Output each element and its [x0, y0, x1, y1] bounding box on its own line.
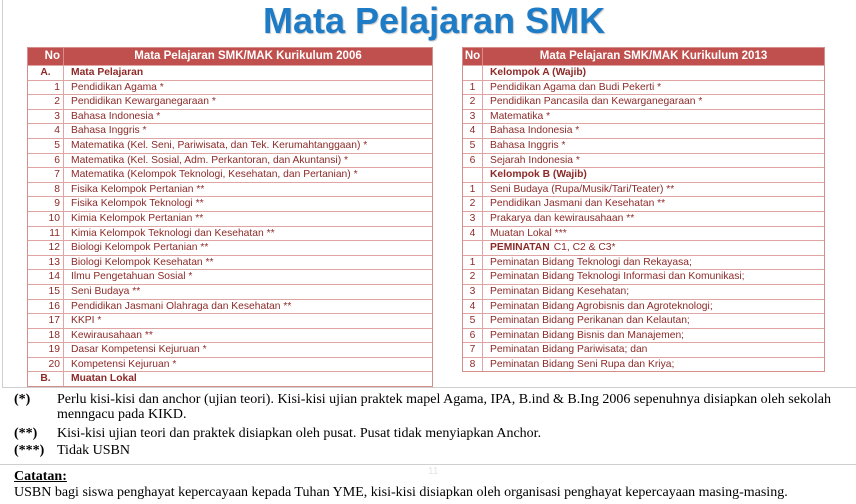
table-kurikulum-2013 — [462, 47, 825, 372]
table-row — [463, 299, 824, 314]
row-subject: Biologi Kelompok Kesehatan ** — [71, 256, 214, 268]
row-number: 13 — [28, 256, 64, 270]
row-number: 5 — [463, 314, 483, 328]
row-subject: Peminatan Bidang Perikanan dan Kelautan; — [490, 315, 690, 327]
row-number: 6 — [463, 154, 483, 168]
table-row — [28, 269, 432, 284]
section-row — [463, 240, 824, 255]
header-subject: Mata Pelajaran SMK/MAK Kurikulum 2006 — [134, 50, 362, 62]
row-number: 1 — [463, 183, 483, 197]
row-number: 1 — [463, 256, 483, 270]
row-subject: Peminatan Bidang Kesehatan; — [490, 285, 630, 297]
table-row — [463, 357, 824, 372]
table-row — [463, 138, 824, 153]
row-subject: Matematika (Kel. Seni, Pariwisata, dan Tek. Kerumahtanggaan) * — [71, 139, 368, 151]
row-subject: Peminatan Bidang Teknologi Informasi dan Komunikasi; — [490, 271, 745, 283]
header-no: No — [28, 48, 64, 65]
row-subject: Matematika (Kel. Sosial, Adm. Perkantoran, dan Akuntansi) * — [71, 154, 349, 166]
row-subject: Pendidikan Jasmani dan Kesehatan ** — [490, 198, 666, 210]
row-number: 2 — [28, 95, 64, 109]
table-row — [28, 226, 432, 241]
row-number: 6 — [463, 329, 483, 343]
row-number: 17 — [28, 314, 64, 328]
row-subject: Muatan Lokal *** — [490, 227, 567, 239]
note-marker: (*) — [14, 392, 31, 407]
row-subject: Kelompok A (Wajib) — [490, 67, 587, 78]
row-subject: Matematika * — [490, 110, 551, 122]
table-row — [28, 211, 432, 226]
row-subject: Muatan Lokal — [71, 373, 137, 385]
table-row — [28, 255, 432, 270]
row-subject: Fisika Kelompok Teknologi ** — [71, 198, 204, 210]
row-number: 2 — [463, 197, 483, 211]
note-text: Perlu kisi-kisi dan anchor (ujian teori). Kisi-kisi ujian praktek mapel Agama, IPA, B.ind & B.Ing 2006 sepenuhnya disiapkan oleh sekolah — [57, 392, 832, 407]
row-number: 3 — [463, 285, 483, 299]
row-number: 5 — [28, 139, 64, 153]
row-subject: Kimia Kelompok Pertanian ** — [71, 212, 204, 224]
row-subject: Prakarya dan kewirausahaan ** — [490, 212, 635, 224]
page-number: 11 — [428, 466, 439, 477]
row-number-empty — [463, 66, 483, 80]
row-number: 16 — [28, 300, 64, 314]
table-row — [28, 313, 432, 328]
table-header — [463, 48, 824, 65]
section-row — [463, 167, 824, 182]
row-subject: Matematika (Kelompok Teknologi, Kesehatan, dan Pertanian) * — [71, 169, 358, 181]
table-row — [463, 94, 824, 109]
row-number: 12 — [28, 241, 64, 255]
row-number: 2 — [463, 95, 483, 109]
table-row — [28, 299, 432, 314]
table-row — [463, 255, 824, 270]
table-row — [28, 357, 432, 372]
row-subject: Seni Budaya (Rupa/Musik/Tari/Teater) ** — [490, 183, 675, 195]
row-number: 1 — [463, 81, 483, 95]
table-row — [463, 196, 824, 211]
table-row — [28, 167, 432, 182]
row-number: 8 — [28, 183, 64, 197]
row-subject: Peminatan Bidang Bisnis dan Manajemen; — [490, 329, 685, 341]
row-number: 15 — [28, 285, 64, 299]
row-number: 3 — [463, 212, 483, 226]
table-row — [463, 226, 824, 241]
row-number-empty — [463, 168, 483, 182]
table-row — [463, 153, 824, 168]
row-number: 9 — [28, 197, 64, 211]
row-subject: Bahasa Indonesia * — [71, 110, 161, 122]
row-subject: Peminatan Bidang Seni Rupa dan Kriya; — [490, 358, 675, 370]
row-subject: Pendidikan Jasmani Olahraga dan Kesehatan ** — [71, 300, 292, 312]
row-subject: Kompetensi Kejuruan * — [71, 358, 177, 370]
row-subject: Pendidikan Kewarganegaraan * — [71, 96, 216, 108]
row-subject: Bahasa Inggris * — [71, 125, 147, 137]
section-row — [463, 65, 824, 80]
row-number: 14 — [28, 270, 64, 284]
table-row — [28, 109, 432, 124]
table-row — [28, 196, 432, 211]
row-number-empty — [463, 241, 483, 255]
row-subject: Kimia Kelompok Teknologi dan Kesehatan ** — [71, 227, 275, 239]
table-row — [28, 240, 432, 255]
row-subject: Biologi Kelompok Pertanian ** — [71, 242, 209, 254]
header-no: No — [463, 48, 483, 65]
row-subject: Ilmu Pengetahuan Sosial * — [71, 271, 193, 283]
row-subject: Fisika Kelompok Pertanian ** — [71, 183, 205, 195]
note-text: menngacu pada KIKD. — [57, 407, 187, 422]
row-number: 20 — [28, 358, 64, 372]
row-subject: Pendidikan Pancasila dan Kewarganegaraan * — [490, 96, 703, 108]
row-subject: KKPI * — [71, 315, 102, 327]
row-number: 4 — [28, 124, 64, 138]
note-marker: (**) — [14, 426, 38, 441]
row-number: 3 — [463, 110, 483, 124]
table-header — [28, 48, 432, 65]
catatan-label: Catatan: — [14, 469, 67, 484]
row-subject: Peminatan Bidang Teknologi dan Rekayasa; — [490, 256, 692, 268]
row-subject — [483, 241, 824, 255]
row-subject: Bahasa Inggris * — [490, 139, 566, 151]
table-row — [463, 284, 824, 299]
row-number: 7 — [463, 343, 483, 357]
table-row — [463, 342, 824, 357]
peminatan-suffix: C1, C2 & C3* — [553, 242, 616, 254]
row-subject: Pendidikan Agama * — [71, 81, 164, 93]
row-number: 4 — [463, 300, 483, 314]
table-row — [463, 269, 824, 284]
row-number: 8 — [463, 358, 483, 372]
table-row — [463, 123, 824, 138]
row-number: 6 — [28, 154, 64, 168]
section-row — [28, 65, 432, 80]
row-subject: Peminatan Bidang Pariwisata; dan — [490, 344, 648, 356]
row-number: B. — [28, 372, 64, 386]
table-row — [28, 328, 432, 343]
row-number: 10 — [28, 212, 64, 226]
table-row — [28, 182, 432, 197]
table-row — [28, 123, 432, 138]
row-subject: Seni Budaya ** — [71, 285, 141, 297]
table-row — [463, 328, 824, 343]
note-text: Tidak USBN — [57, 443, 131, 458]
row-number: 4 — [463, 227, 483, 241]
table-row — [28, 284, 432, 299]
table-row — [28, 342, 432, 357]
table-row — [28, 80, 432, 95]
table-row — [463, 109, 824, 124]
header-subject: Mata Pelajaran SMK/MAK Kurikulum 2013 — [539, 50, 768, 62]
catatan-text: USBN bagi siswa penghayat kepercayaan kepada Tuhan YME, kisi-kisi disiapkan oleh organisasi penghayat kepercayaan masing-masing. — [14, 485, 788, 500]
table-row — [463, 211, 824, 226]
section-row — [28, 371, 432, 386]
row-subject: Dasar Kompetensi Kejuruan * — [71, 344, 207, 356]
row-number: 2 — [463, 270, 483, 284]
table-kurikulum-2006 — [27, 47, 433, 387]
note-marker: (***) — [14, 443, 45, 458]
row-number: 19 — [28, 343, 64, 357]
row-subject: Pendidikan Agama dan Budi Pekerti * — [490, 81, 662, 93]
table-row — [463, 313, 824, 328]
table-row — [28, 153, 432, 168]
row-number: 5 — [463, 139, 483, 153]
row-number: A. — [28, 66, 64, 80]
table-row — [28, 138, 432, 153]
row-subject: Peminatan Bidang Agrobisnis dan Agroteknologi; — [490, 300, 713, 312]
row-subject: Kelompok B (Wajib) — [490, 169, 587, 181]
table-row — [463, 182, 824, 197]
row-number: 4 — [463, 124, 483, 138]
row-subject: Kewirausahaan ** — [71, 329, 153, 341]
row-number: 11 — [28, 227, 64, 241]
row-number: 1 — [28, 81, 64, 95]
row-number: 18 — [28, 329, 64, 343]
table-row — [463, 80, 824, 95]
page-title: Mata Pelajaran SMK — [263, 0, 606, 41]
row-number: 3 — [28, 110, 64, 124]
note-text: Kisi-kisi ujian teori dan praktek disiapkan oleh pusat. Pusat tidak menyiapkan Anchor. — [57, 426, 542, 441]
row-subject: Bahasa Indonesia * — [490, 125, 580, 137]
row-number: 7 — [28, 168, 64, 182]
row-subject: Sejarah Indonesia * — [490, 154, 580, 166]
divider — [0, 464, 856, 465]
table-row — [28, 94, 432, 109]
row-subject: Mata Pelajaran — [71, 67, 144, 78]
peminatan-label: PEMINATAN — [490, 242, 550, 254]
